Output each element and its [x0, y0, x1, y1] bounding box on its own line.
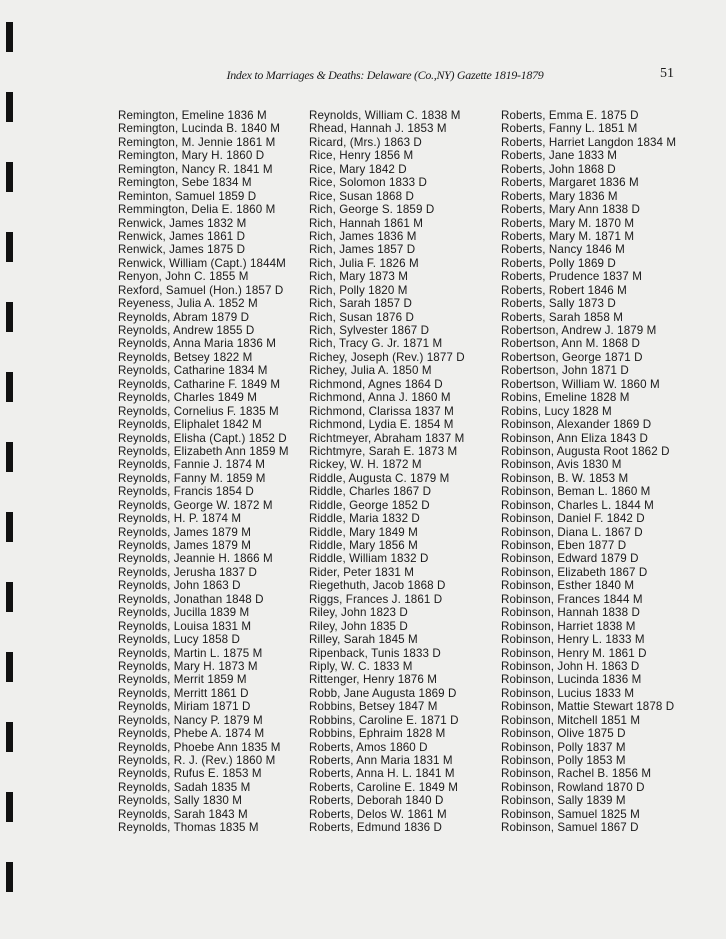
- index-entry: Reynolds, Phebe A. 1874 M: [118, 727, 265, 741]
- index-entry: Remington, Lucinda B. 1840 M: [118, 122, 280, 136]
- index-entry: Reynolds, Catharine F. 1849 M: [118, 377, 281, 391]
- index-column-3: [501, 109, 676, 835]
- index-entry: Roberts, Mary M. 1871 M: [501, 229, 635, 243]
- index-entry: Roberts, Fanny L. 1851 M: [501, 122, 638, 136]
- index-entry: Reynolds, Mary H. 1873 M: [118, 659, 258, 673]
- binding-mark: [6, 512, 13, 542]
- index-column-1: [118, 109, 289, 835]
- index-entry: Roberts, Prudence 1837 M: [501, 270, 642, 284]
- index-entry: Robinson, Hannah 1838 D: [501, 606, 640, 620]
- index-entry: Rexford, Samuel (Hon.) 1857 D: [118, 283, 284, 297]
- index-entry: Rich, James 1836 M: [309, 229, 417, 243]
- binding-mark: [6, 302, 13, 332]
- binding-mark: [6, 582, 13, 612]
- index-column-2: [309, 109, 465, 835]
- index-entry: Robinson, Esther 1840 M: [501, 579, 635, 593]
- index-entry: Rich, James 1857 D: [309, 243, 416, 257]
- index-entry: Reynolds, Nancy P. 1879 M: [118, 713, 263, 727]
- index-entry: Robinson, Mattie Stewart 1878 D: [501, 700, 675, 714]
- index-entry: Rice, Mary 1842 D: [309, 162, 407, 176]
- page-number: 51: [660, 66, 674, 81]
- index-entry: Rich, Susan 1876 D: [309, 310, 414, 324]
- index-entry: Robinson, Ann Eliza 1843 D: [501, 431, 648, 445]
- index-entry: Reynolds, Abram 1879 D: [118, 310, 250, 324]
- index-entry: Robinson, Samuel 1825 M: [501, 807, 640, 821]
- index-entry: Reynolds, Catharine 1834 M: [118, 364, 268, 378]
- index-entry: Reynolds, Eliphalet 1842 M: [118, 418, 262, 432]
- index-entry: Remmington, Delia E. 1860 M: [118, 203, 276, 217]
- index-entry: Robinson, Diana L. 1867 D: [501, 525, 643, 539]
- index-entry: Robinson, Lucinda 1836 M: [501, 673, 642, 687]
- index-entry: Roberts, Robert 1846 M: [501, 283, 627, 297]
- binding-mark: [6, 862, 13, 892]
- index-entry: Riddle, Mary 1849 M: [309, 525, 418, 539]
- index-entry: Robinson, Frances 1844 M: [501, 592, 643, 606]
- index-entry: Renwick, William (Capt.) 1844M: [118, 256, 286, 270]
- index-entry: Rice, Henry 1856 M: [309, 149, 414, 163]
- index-entry: Reynolds, George W. 1872 M: [118, 498, 273, 512]
- index-entry: Roberts, Harriet Langdon 1834 M: [501, 135, 677, 149]
- index-entry: Rich, Sarah 1857 D: [309, 297, 412, 311]
- index-entry: Reynolds, William C. 1838 M: [309, 109, 461, 122]
- index-entry: Reynolds, Jonathan 1848 D: [118, 592, 264, 606]
- index-entry: Rice, Susan 1868 D: [309, 189, 414, 203]
- index-entry: Roberts, Emma E. 1875 D: [501, 109, 639, 122]
- index-entry: Reynolds, Betsey 1822 M: [118, 350, 253, 364]
- index-entry: Roberts, Mary Ann 1838 D: [501, 203, 641, 217]
- index-entry: Reynolds, R. J. (Rev.) 1860 M: [118, 754, 276, 767]
- index-entry: Roberts, Amos 1860 D: [309, 740, 428, 754]
- index-entry: Reynolds, Fanny M. 1859 M: [118, 471, 266, 485]
- index-entry: Robinson, Harriet 1838 M: [501, 619, 636, 633]
- index-entry: Roberts, Mary M. 1870 M: [501, 216, 635, 230]
- index-entry: Richey, Joseph (Rev.) 1877 D: [309, 350, 465, 364]
- index-entry: Reynolds, James 1879 M: [118, 539, 252, 552]
- index-entry: Robertson, George 1871 D: [501, 350, 643, 364]
- index-entry: Reynolds, Jeannie H. 1866 M: [118, 552, 273, 566]
- index-entry: Riegethuth, Jacob 1868 D: [309, 579, 446, 593]
- index-entry: Roberts, Edmund 1836 D: [309, 821, 443, 835]
- index-entry: Riply, W. C. 1833 M: [309, 659, 413, 673]
- index-entry: Reynolds, Sally 1830 M: [118, 794, 242, 808]
- index-entry: Reynolds, Jerusha 1837 D: [118, 565, 258, 579]
- index-entry: Robinson, Sally 1839 M: [501, 794, 626, 808]
- index-entry: Robinson, B. W. 1853 M: [501, 471, 629, 485]
- index-entry: Robinson, Rowland 1870 D: [501, 780, 645, 794]
- index-entry: Roberts, Nancy 1846 M: [501, 243, 625, 257]
- index-entry: Reynolds, Miriam 1871 D: [118, 700, 251, 714]
- binding-mark: [6, 92, 13, 122]
- index-entry: Riley, John 1823 D: [309, 606, 408, 620]
- index-entry: Robinson, Lucius 1833 M: [501, 686, 635, 700]
- index-entry: Roberts, Deborah 1840 D: [309, 794, 444, 808]
- index-entry: Roberts, Anna H. L. 1841 M: [309, 767, 455, 781]
- index-entry: Reynolds, H. P. 1874 M: [118, 512, 242, 526]
- index-entry: Robinson, Eben 1877 D: [501, 539, 627, 552]
- index-entry: Reynolds, Martin L. 1875 M: [118, 646, 263, 660]
- index-entry: Rice, Solomon 1833 D: [309, 176, 427, 190]
- index-entry: Remington, Nancy R. 1841 M: [118, 162, 273, 176]
- index-entry: Reynolds, Thomas 1835 M: [118, 821, 259, 835]
- index-entry: Reynolds, Charles 1849 M: [118, 391, 258, 405]
- index-entry: Reynolds, Sadah 1835 M: [118, 780, 251, 794]
- index-entry: Richmond, Agnes 1864 D: [309, 377, 443, 391]
- index-entry: Reynolds, Merrit 1859 M: [118, 673, 247, 687]
- index-entry: Rickey, W. H. 1872 M: [309, 458, 422, 472]
- index-entry: Riddle, William 1832 D: [309, 552, 429, 566]
- index-entry: Robinson, Henry M. 1861 D: [501, 646, 647, 660]
- index-entry: Riddle, Mary 1856 M: [309, 539, 418, 552]
- index-entry: Riddle, Augusta C. 1879 M: [309, 471, 450, 485]
- index-entry: Renwick, James 1875 D: [118, 243, 246, 257]
- index-entry: Roberts, Margaret 1836 M: [501, 176, 639, 190]
- binding-mark: [6, 722, 13, 752]
- index-entry: Ricard, (Mrs.) 1863 D: [309, 135, 422, 149]
- binding-mark: [6, 232, 13, 262]
- index-entry: Robins, Emeline 1828 M: [501, 391, 630, 405]
- index-entry: Reynolds, John 1863 D: [118, 579, 241, 593]
- index-entry: Reynolds, Elisha (Capt.) 1852 D: [118, 431, 287, 445]
- index-entry: Reminton, Samuel 1859 D: [118, 189, 257, 203]
- index-entry: Ripenback, Tunis 1833 D: [309, 646, 441, 660]
- index-entry: Reynolds, Merritt 1861 D: [118, 686, 249, 700]
- index-entry: Rich, Julia F. 1826 M: [309, 256, 419, 270]
- index-entry: Robb, Jane Augusta 1869 D: [309, 686, 457, 700]
- index-entry: Robinson, Elizabeth 1867 D: [501, 565, 648, 579]
- index-entry: Reynolds, Jucilla 1839 M: [118, 606, 250, 620]
- index-entry: Remington, Emeline 1836 M: [118, 109, 267, 122]
- index-entry: Roberts, Caroline E. 1849 M: [309, 780, 458, 794]
- index-entry: Robinson, Rachel B. 1856 M: [501, 767, 652, 781]
- index-entry: Rich, Tracy G. Jr. 1871 M: [309, 337, 443, 351]
- binding-mark: [6, 652, 13, 682]
- index-entry: Roberts, Sally 1873 D: [501, 297, 616, 311]
- index-entry: Reynolds, Andrew 1855 D: [118, 324, 255, 337]
- index-entry: Remington, Sebe 1834 M: [118, 176, 252, 190]
- page-header-title: Index to Marriages & Deaths: Delaware (Co.,NY) Gazette 1819-1879: [226, 68, 544, 82]
- index-entry: Reynolds, Sarah 1843 M: [118, 807, 248, 821]
- index-entry: Robertson, John 1871 D: [501, 364, 629, 378]
- binding-mark: [6, 442, 13, 472]
- index-entry: Richmond, Anna J. 1860 M: [309, 391, 451, 405]
- index-entry: Reyeness, Julia A. 1852 M: [118, 297, 258, 311]
- index-entry: Robbins, Ephraim 1828 M: [309, 727, 446, 741]
- index-entry: Reynolds, Phoebe Ann 1835 M: [118, 740, 281, 754]
- index-entry: Rich, Hannah 1861 M: [309, 216, 424, 230]
- index-entry: Rich, George S. 1859 D: [309, 203, 435, 217]
- index-entry: Robinson, Henry L. 1833 M: [501, 633, 645, 647]
- index-entry: Robinson, Augusta Root 1862 D: [501, 444, 670, 458]
- binding-mark: [6, 792, 13, 822]
- index-entry: Robertson, Andrew J. 1879 M: [501, 324, 657, 337]
- index-entry: Robinson, Samuel 1867 D: [501, 821, 639, 835]
- index-entry: Reynolds, Fannie J. 1874 M: [118, 458, 265, 472]
- index-entry: Robertson, William W. 1860 M: [501, 377, 660, 391]
- index-entry: Robinson, Charles L. 1844 M: [501, 498, 654, 512]
- index-entry: Roberts, Delos W. 1861 M: [309, 807, 447, 821]
- index-entry: Reynolds, Cornelius F. 1835 M: [118, 404, 279, 418]
- binding-mark: [6, 372, 13, 402]
- index-entry: Robinson, Olive 1875 D: [501, 727, 626, 741]
- index-entry: Riddle, Charles 1867 D: [309, 485, 432, 499]
- index-entry: Riddle, Maria 1832 D: [309, 512, 420, 526]
- index-entry: Renwick, James 1861 D: [118, 229, 246, 243]
- index-entry: Richmond, Lydia E. 1854 M: [309, 418, 454, 432]
- index-entry: Robinson, Alexander 1869 D: [501, 418, 652, 432]
- index-entry: Rittenger, Henry 1876 M: [309, 673, 437, 687]
- index-entry: Roberts, John 1868 D: [501, 162, 616, 176]
- index-entry: Rich, Sylvester 1867 D: [309, 324, 430, 337]
- index-entry: Rich, Mary 1873 M: [309, 270, 408, 284]
- index-entry: Renwick, James 1832 M: [118, 216, 247, 230]
- index-entry: Reynolds, James 1879 M: [118, 525, 252, 539]
- index-entry: Rilley, Sarah 1845 M: [309, 633, 418, 647]
- index-entry: Riggs, Frances J. 1861 D: [309, 592, 443, 606]
- index-entry: Reynolds, Francis 1854 D: [118, 485, 254, 499]
- index-entry: Rider, Peter 1831 M: [309, 565, 415, 579]
- index-entry: Richmond, Clarissa 1837 M: [309, 404, 454, 418]
- index-entry: Robbins, Caroline E. 1871 D: [309, 713, 459, 727]
- index-entry: Robinson, John H. 1863 D: [501, 659, 640, 673]
- index-entry: Reynolds, Anna Maria 1836 M: [118, 337, 277, 351]
- index-entry: Richtmyre, Sarah E. 1873 M: [309, 444, 458, 458]
- index-entry: Richey, Julia A. 1850 M: [309, 364, 432, 378]
- index-entry: Roberts, Mary 1836 M: [501, 189, 618, 203]
- index-entry: Robins, Lucy 1828 M: [501, 404, 612, 418]
- binding-mark: [6, 162, 13, 192]
- index-entry: Robinson, Polly 1853 M: [501, 754, 626, 767]
- index-entry: Robbins, Betsey 1847 M: [309, 700, 438, 714]
- index-entry: Rhead, Hannah J. 1853 M: [309, 122, 447, 136]
- index-entry: Robinson, Mitchell 1851 M: [501, 713, 641, 727]
- index-entry: Roberts, Polly 1869 D: [501, 256, 616, 270]
- index-entry: Reynolds, Louisa 1831 M: [118, 619, 252, 633]
- index-entry: Reynolds, Elizabeth Ann 1859 M: [118, 444, 289, 458]
- index-entry: Riley, John 1835 D: [309, 619, 408, 633]
- index-entry: Renyon, John C. 1855 M: [118, 270, 249, 284]
- index-entry: Robinson, Avis 1830 M: [501, 458, 622, 472]
- index-entry: Richtmeyer, Abraham 1837 M: [309, 431, 465, 445]
- index-entry: Riddle, George 1852 D: [309, 498, 430, 512]
- index-entry: Roberts, Jane 1833 M: [501, 149, 618, 163]
- index-entry: Reynolds, Lucy 1858 D: [118, 633, 240, 647]
- index-entry: Rich, Polly 1820 M: [309, 283, 408, 297]
- index-entry: Robinson, Polly 1837 M: [501, 740, 626, 754]
- index-entry: Roberts, Ann Maria 1831 M: [309, 754, 453, 767]
- index-entry: Robinson, Beman L. 1860 M: [501, 485, 651, 499]
- index-entry: Roberts, Sarah 1858 M: [501, 310, 623, 324]
- index-entry: Robertson, Ann M. 1868 D: [501, 337, 641, 351]
- index-entry: Remington, M. Jennie 1861 M: [118, 135, 276, 149]
- index-entry: Robinson, Edward 1879 D: [501, 552, 639, 566]
- binding-mark: [6, 22, 13, 52]
- index-entry: Robinson, Daniel F. 1842 D: [501, 512, 645, 526]
- index-entry: Remington, Mary H. 1860 D: [118, 149, 265, 163]
- index-entry: Reynolds, Rufus E. 1853 M: [118, 767, 262, 781]
